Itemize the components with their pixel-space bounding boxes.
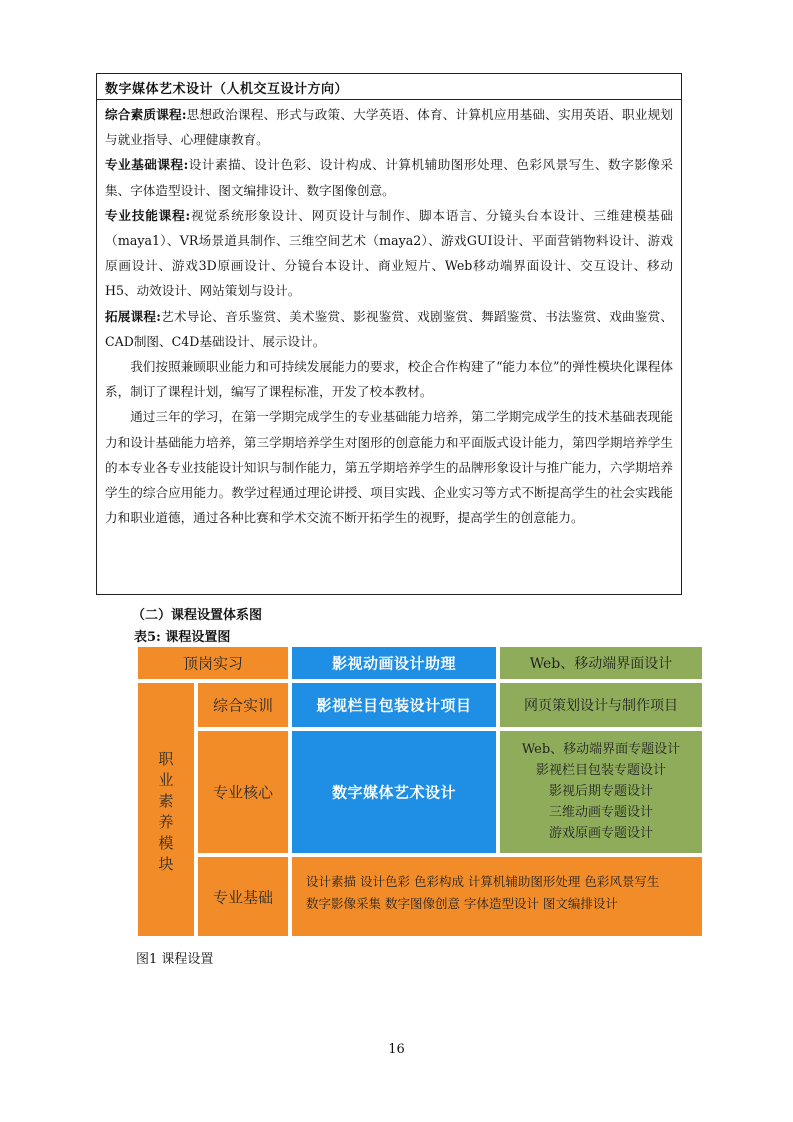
module-char: 素 <box>158 792 174 810</box>
comprehensive-training-label: 综合实训 <box>212 696 273 715</box>
digital-media-design-label: 数字媒体艺术设计 <box>331 783 456 802</box>
list-item: 游戏原画专题设计 <box>548 826 653 841</box>
foundation-courses-paragraph <box>105 152 673 202</box>
core-topics-cell <box>498 729 704 855</box>
module-char: 职 <box>158 750 174 768</box>
general-courses-paragraph <box>105 102 673 152</box>
module-label <box>138 749 194 875</box>
learning-path-paragraph: 通过三年的学习，在第一学期完成学生的专业基础能力培养，第二学期完成学生的技术基础表现能力和设计基础能力培养，第三学期培养学生对图形的创意能力和平面版式设计能力，第四学期培养学生的本专业各专业技能设计知识与制作能力，第五学期培养学生的品牌形象设计与推广能力，六学期培养学生的综合应用能力。教学过程通过理论讲授、项目实践、企业实习等方式不断提高学生的社会实践能力和职业道德，通过各种比赛和学术交流不断开拓学生的视野，提高学生的创意能力。 <box>105 409 673 526</box>
general-courses-text: 思想政治课程、形式与政策、大学英语、体育、计算机应用基础、实用英语、职业规划与就业指导、心理健康教育。 <box>105 107 673 148</box>
tv-packaging-project-label: 影视栏目包装设计项目 <box>316 696 472 715</box>
curriculum-paragraph: 我们按照兼顾职业能力和可持续发展能力的要求，校企合作构建了“能力本位”的弹性模块化课程体系，制订了课程计划，编写了课程标准，开发了校本教材。 <box>105 359 673 400</box>
core-cell <box>196 729 290 855</box>
comprehensive-training-cell <box>196 681 290 729</box>
foundation-courses-cell <box>290 855 704 938</box>
extension-courses-text: 艺术导论、音乐鉴赏、美术鉴赏、影视鉴赏、戏剧鉴赏、舞蹈鉴赏、书法鉴赏、戏曲鉴赏、CAD制图、C4D基础设计、展示设计。 <box>105 308 674 349</box>
list-item: 影视后期专题设计 <box>548 784 653 799</box>
skill-courses-text: 视觉系统形象设计、网页设计与制作、脚本语言、分镜头台本设计、三维建模基础（maya1）、VR场景道具制作、三维空间艺术（maya2）、游戏GUI设计、平面营销物料设计、游戏原画设计、游戏3D原画设计、分镜台本设计、商业短片、Web移动端界面设计、交互设计、移动H5、动效设计、网站策划与设计。 <box>105 207 674 299</box>
page-number: 16 <box>388 1042 405 1057</box>
box-body <box>97 100 681 530</box>
digital-media-design-cell <box>290 729 498 855</box>
foundation-line: 设计素描 设计色彩 色彩构成 计算机辅助图形处理 色彩风景写生 <box>306 874 660 889</box>
course-description-box <box>96 73 682 595</box>
skill-courses-label: 专业技能课程: <box>105 207 191 223</box>
foundation-label: 专业基础 <box>212 888 273 906</box>
module-char: 模 <box>158 834 174 852</box>
web-mobile-ui-label: Web、移动端界面设计 <box>529 656 673 672</box>
module-char: 业 <box>158 771 174 789</box>
list-item: 影视栏目包装专题设计 <box>535 763 666 778</box>
course-structure-diagram <box>136 645 706 938</box>
professional-literacy-module <box>136 681 196 938</box>
list-item: Web、移动端界面专题设计 <box>521 742 681 757</box>
module-char: 块 <box>158 855 174 873</box>
foundation-cell <box>196 855 290 938</box>
foundation-courses-list <box>306 871 692 915</box>
core-label: 专业核心 <box>212 783 273 802</box>
internship-label: 顶岗实习 <box>182 654 243 673</box>
skill-courses-paragraph <box>105 203 673 304</box>
foundation-courses-label: 专业基础课程: <box>105 157 189 173</box>
web-planning-project-label: 网页策划设计与制作项目 <box>524 698 678 714</box>
section-heading: （二）课程设置体系图 <box>132 608 263 623</box>
core-topics-list <box>500 739 702 844</box>
figure-caption: 图1 课程设置 <box>136 952 214 967</box>
box-title: 数字媒体艺术设计（人机交互设计方向） <box>97 74 681 100</box>
internship-cell <box>136 645 290 681</box>
tv-packaging-project-cell <box>290 681 498 729</box>
web-planning-project-cell <box>498 681 704 729</box>
general-courses-label: 综合素质课程: <box>105 107 187 122</box>
animation-assistant-cell <box>290 645 498 681</box>
web-mobile-ui-cell <box>498 645 704 681</box>
foundation-courses-text: 设计素描、设计色彩、设计构成、计算机辅助图形处理、色彩风景写生、数字影像采集、字体造型设计、图文编排设计、数字图像创意。 <box>105 157 674 198</box>
foundation-line: 数字影像采集 数字图像创意 字体造型设计 图文编排设计 <box>306 896 618 911</box>
table-caption: 表5: 课程设置图 <box>134 630 231 645</box>
module-char: 养 <box>158 813 174 831</box>
animation-assistant-label: 影视动画设计助理 <box>331 654 456 673</box>
extension-courses-label: 拓展课程: <box>105 308 161 324</box>
extension-courses-paragraph <box>105 304 673 354</box>
list-item: 三维动画专题设计 <box>548 805 653 820</box>
